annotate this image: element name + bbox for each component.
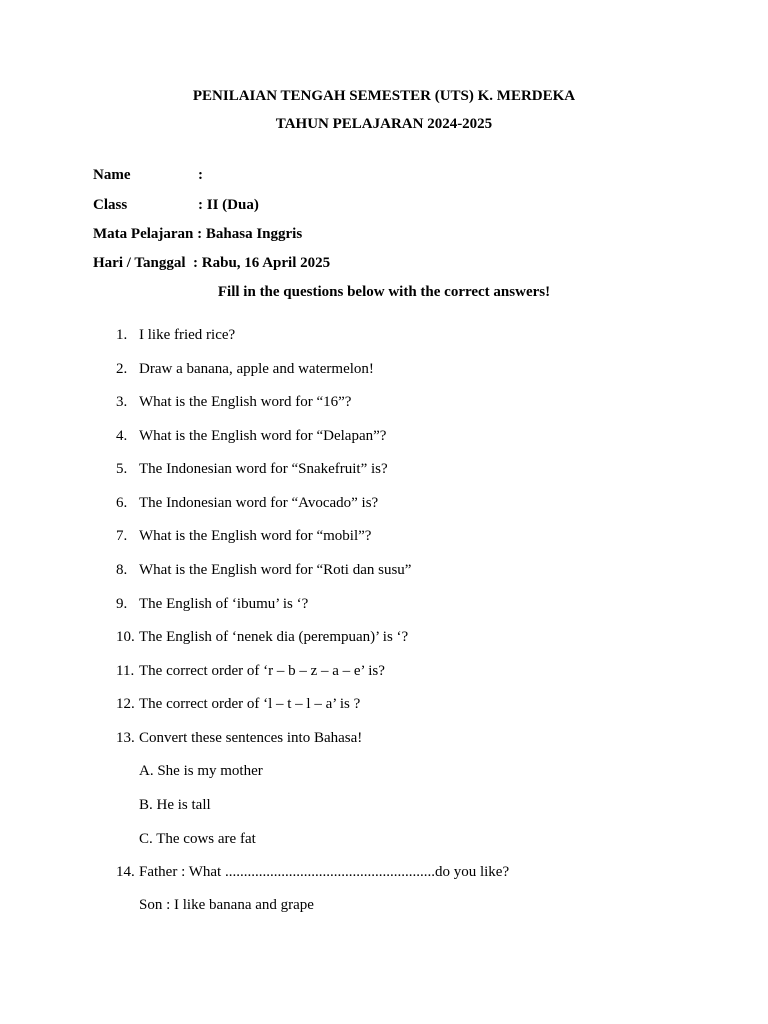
date-row: [93, 255, 330, 272]
question-number: 11.: [116, 663, 135, 679]
name-label: Name: [93, 167, 131, 183]
name-row: [93, 167, 203, 184]
question-text: The Indonesian word for “Avocado” is?: [139, 495, 379, 511]
question-text: The correct order of ‘l – t – l – a’ is ?: [139, 696, 361, 712]
question-item: [116, 361, 374, 378]
sub-item: C. The cows are fat: [139, 831, 256, 847]
question-number: 7.: [116, 528, 128, 544]
academic-year: TAHUN PELAJARAN 2024-2025: [275, 116, 493, 132]
question-item: [116, 394, 351, 411]
question-number: 5.: [116, 461, 128, 477]
question-text: The English of ‘ibumu’ is ‘?: [139, 596, 309, 612]
question-item: [116, 864, 509, 881]
question-number: 4.: [116, 428, 128, 444]
class-row: [93, 197, 259, 214]
question-number: 6.: [116, 495, 128, 511]
question-item: [116, 663, 385, 680]
question-text: The Indonesian word for “Snakefruit” is?: [139, 461, 388, 477]
question-number: 13.: [116, 730, 135, 746]
question-item: [116, 730, 362, 747]
question-number: 12.: [116, 696, 135, 712]
question-item: [116, 327, 235, 344]
question-text: What is the English word for “16”?: [139, 394, 352, 410]
question-number: 14.: [116, 864, 135, 880]
class-value: : II (Dua): [198, 197, 259, 213]
question-text: Draw a banana, apple and watermelon!: [139, 361, 374, 377]
question-text: The correct order of ‘r – b – z – a – e’ is?: [139, 663, 385, 679]
question-number: 1.: [116, 327, 128, 343]
instruction-text: Fill in the questions below with the correct answers!: [217, 284, 551, 300]
question-text: What is the English word for “mobil”?: [139, 528, 372, 544]
dialogue-reply: Son : I like banana and grape: [139, 897, 314, 913]
question-number: 2.: [116, 361, 128, 377]
question-number: 3.: [116, 394, 128, 410]
question-text: The English of ‘nenek dia (perempuan)’ is ‘?: [139, 629, 409, 645]
date-value: : Rabu, 16 April 2025: [193, 255, 331, 271]
question-item: [116, 428, 386, 445]
subject-row: Mata Pelajaran : Bahasa Inggris: [93, 226, 303, 242]
name-value: :: [198, 167, 203, 183]
exam-title: PENILAIAN TENGAH SEMESTER (UTS) K. MERDEKA: [192, 88, 576, 104]
question-text: Convert these sentences into Bahasa!: [139, 730, 363, 746]
question-item: [116, 495, 378, 512]
date-label: Hari / Tanggal: [93, 255, 186, 271]
question-text: What is the English word for “Roti dan susu”: [139, 562, 412, 578]
sub-item: A. She is my mother: [139, 763, 263, 779]
question-number: 9.: [116, 596, 128, 612]
question-item: [116, 528, 371, 545]
class-label: Class: [93, 197, 128, 213]
question-item: [116, 596, 308, 613]
question-text: I like fried rice?: [139, 327, 236, 343]
question-number: 10.: [116, 629, 135, 645]
question-item: [116, 696, 360, 713]
question-number: 8.: [116, 562, 128, 578]
question-item: [116, 461, 388, 478]
question-item: [116, 562, 411, 579]
question-text: What is the English word for “Delapan”?: [139, 428, 387, 444]
question-text: Father : What ........................................................do you like?: [139, 864, 510, 880]
sub-item: B. He is tall: [139, 797, 211, 813]
question-item: [116, 629, 408, 646]
